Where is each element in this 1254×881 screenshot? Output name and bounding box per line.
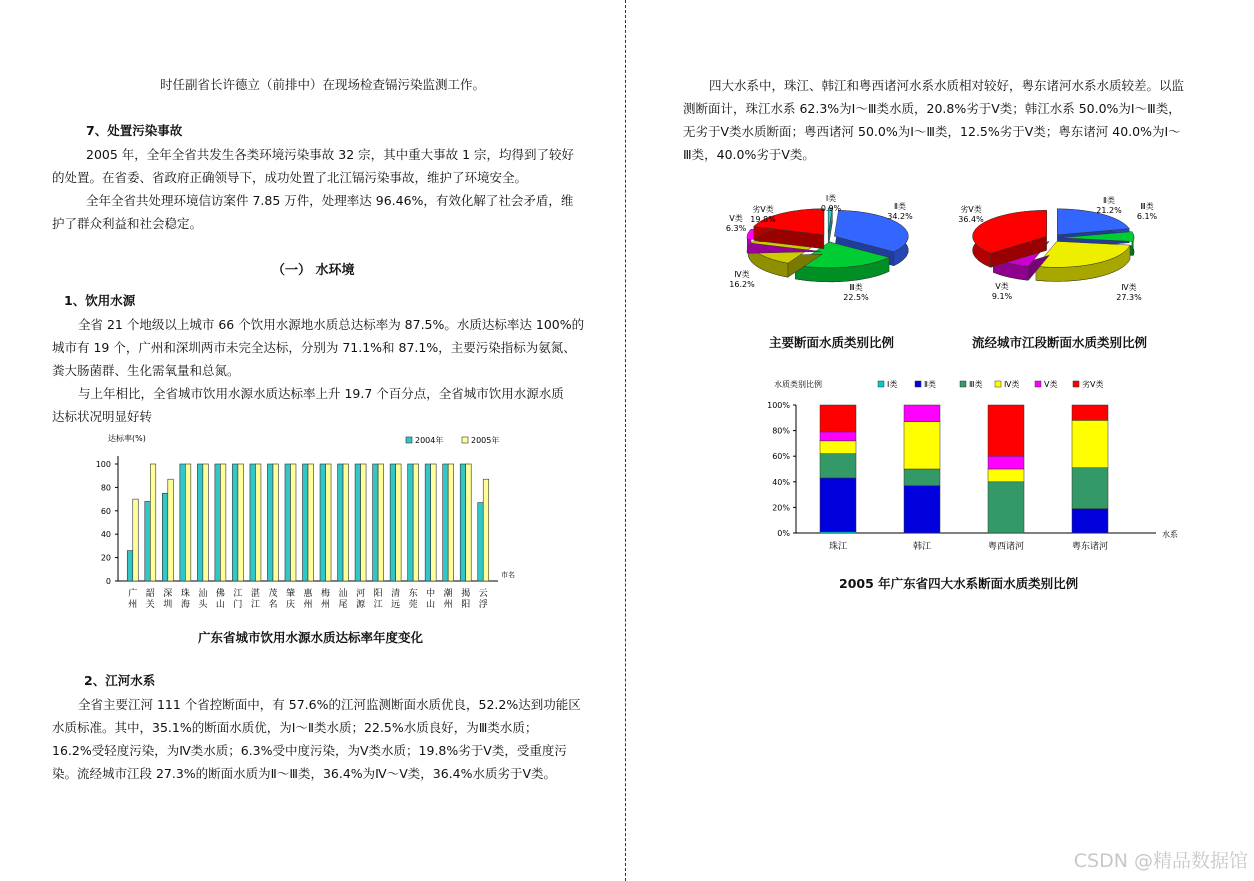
y-tick-label: 100% xyxy=(767,401,790,410)
bar xyxy=(483,479,489,581)
y-tick-label: 100 xyxy=(95,460,111,469)
x-tick-label: 山 xyxy=(426,600,436,610)
y-axis-label: 达标率(%) xyxy=(108,434,146,443)
legend-label: Ⅱ类 xyxy=(924,380,936,389)
bar xyxy=(448,464,454,581)
y-tick-label: 40% xyxy=(772,477,790,487)
y-tick-label: 0% xyxy=(777,529,790,538)
legend-swatch xyxy=(1073,381,1079,387)
x-tick-label: 惠 xyxy=(303,589,313,599)
bar xyxy=(255,464,261,581)
x-tick-label: 阳 xyxy=(461,600,471,610)
x-tick-label: 源 xyxy=(356,600,366,610)
section-heading: （一） 水环境 xyxy=(272,263,355,278)
section-1-title: 1、饮用水源 xyxy=(64,293,136,308)
main-section-pie-chart xyxy=(725,190,930,310)
stacked-segment xyxy=(904,469,940,486)
x-tick-label: 阳 xyxy=(373,589,383,599)
paragraph-line: 城市有 19 个，广州和深圳两市未完全达标，分别为 71.1%和 87.1%，主要污染指标为氨氮、 xyxy=(52,340,576,355)
pie1-caption: 主要断面水质类别比例 xyxy=(769,335,895,350)
pie-label: Ⅴ类 xyxy=(995,282,1009,291)
bar xyxy=(303,464,309,581)
bar xyxy=(338,464,344,581)
stacked-segment xyxy=(820,454,856,478)
y-tick-label: 20% xyxy=(772,503,790,513)
pie-label: Ⅲ类 xyxy=(1140,202,1154,211)
x-tick-label: 浮 xyxy=(478,600,488,610)
x-tick-label: 广 xyxy=(128,589,138,599)
bar xyxy=(443,464,449,581)
bar xyxy=(203,464,209,581)
bar xyxy=(425,464,431,581)
bar xyxy=(431,464,437,581)
bar xyxy=(232,464,238,581)
section-7-title: 7、处置污染事故 xyxy=(86,123,183,138)
bar xyxy=(460,464,466,581)
paragraph-line: 全年全省共处理环境信访案件 7.85 万件，处理率达 96.46%，有效化解了社会矛盾，维 xyxy=(86,193,574,208)
y-tick-label: 80% xyxy=(772,426,790,436)
x-tick-label: 远 xyxy=(391,600,401,610)
x-tick-label: 汕 xyxy=(338,589,348,599)
x-tick-label: 江 xyxy=(250,600,260,610)
legend-label: 2004年 xyxy=(415,436,444,445)
bar xyxy=(343,464,349,581)
bar xyxy=(220,464,226,581)
x-tick-label: 州 xyxy=(321,600,331,610)
pie-label: Ⅳ类 xyxy=(734,270,750,279)
paragraph-line: 全省主要江河 111 个省控断面中，有 57.6%的江河监测断面水质优良，52.2%达到功能区 xyxy=(78,697,581,712)
pie-value-label: 0.9% xyxy=(820,204,842,213)
pie-value-label: 6.3% xyxy=(725,224,747,233)
stacked-segment xyxy=(820,478,856,532)
pie-label: Ⅳ类 xyxy=(1121,283,1137,292)
x-tick-label: 粤东诸河 xyxy=(1071,542,1109,552)
stacked-segment xyxy=(988,405,1024,456)
y-tick-label: 40 xyxy=(100,530,111,540)
x-tick-label: 关 xyxy=(145,600,155,610)
x-tick-label: 茂 xyxy=(268,589,278,599)
x-tick-label: 州 xyxy=(303,600,313,610)
x-tick-label: 韩江 xyxy=(912,542,932,552)
x-tick-label: 清 xyxy=(391,589,401,599)
pie-label: Ⅱ类 xyxy=(1103,196,1115,205)
legend-swatch xyxy=(878,381,884,387)
paragraph-line: 无劣于Ⅴ类水质断面；粤西诸河 50.0%为Ⅰ～Ⅲ类，12.5%劣于Ⅴ类；粤东诸河 40.0%为Ⅰ～ xyxy=(683,124,1181,139)
river-system-stacked-chart xyxy=(760,372,1200,557)
section-2-title: 2、江河水系 xyxy=(84,673,156,688)
pie-label: Ⅱ类 xyxy=(894,202,906,211)
legend-swatch xyxy=(462,437,468,443)
bar xyxy=(215,464,221,581)
bar xyxy=(133,499,139,581)
pie-value-label: 27.3% xyxy=(1116,293,1142,302)
x-tick-label: 深 xyxy=(163,589,173,599)
bar xyxy=(285,464,291,581)
bar xyxy=(408,464,414,581)
x-tick-label: 珠 xyxy=(180,589,190,599)
x-axis-label: 市名 xyxy=(501,571,515,579)
page-divider xyxy=(625,0,626,881)
legend-swatch xyxy=(960,381,966,387)
bar xyxy=(390,464,396,581)
legend-label: 2005年 xyxy=(471,436,500,445)
bar xyxy=(145,501,151,581)
x-tick-label: 韶 xyxy=(145,589,155,599)
legend-label: Ⅴ类 xyxy=(1044,380,1058,389)
paragraph-line: 的处置。在省委、省政府正确领导下，成功处置了北江镉污染事故，维护了环境安全。 xyxy=(52,170,528,185)
legend-label: Ⅰ类 xyxy=(887,380,898,389)
bar xyxy=(267,464,273,581)
bar xyxy=(355,464,361,581)
x-tick-label: 揭 xyxy=(461,589,471,599)
stacked-segment xyxy=(1072,509,1108,533)
bar xyxy=(320,464,326,581)
x-tick-label: 珠江 xyxy=(828,542,848,552)
paragraph-line: 粪大肠菌群、生化需氧量和总氮。 xyxy=(52,363,240,378)
x-tick-label: 庆 xyxy=(285,600,295,610)
x-tick-label: 江 xyxy=(233,589,243,599)
x-axis-label: 水系 xyxy=(1162,530,1178,539)
bar xyxy=(185,464,191,581)
paragraph-line: 与上年相比，全省城市饮用水源水质达标率上升 19.7 个百分点，全省城市饮用水源水质 xyxy=(78,386,564,401)
legend-swatch xyxy=(406,437,412,443)
stacked-segment xyxy=(1072,405,1108,420)
legend-swatch xyxy=(915,381,921,387)
bar xyxy=(326,464,332,581)
watermark: CSDN @精品数据馆 xyxy=(1073,850,1248,872)
x-tick-label: 东 xyxy=(408,589,418,599)
x-tick-label: 州 xyxy=(443,600,453,610)
paragraph-line: 护了群众利益和社会稳定。 xyxy=(52,216,203,231)
bar xyxy=(396,464,402,581)
stacked-segment xyxy=(820,432,856,441)
x-tick-label: 河 xyxy=(356,589,366,599)
x-tick-label: 潮 xyxy=(443,589,453,599)
bar xyxy=(180,464,186,581)
bar xyxy=(478,503,484,581)
paragraph-line: 全省 21 个地级以上城市 66 个饮用水源地水质总达标率为 87.5%。水质达标率达 100%的 xyxy=(78,317,585,332)
paragraph-line: 水质标准。其中，35.1%的断面水质优，为Ⅰ～Ⅱ类水质；22.5%水质良好，为Ⅲ类水质； xyxy=(52,720,538,735)
paragraph-line: 四大水系中，珠江、韩江和粤西诸河水系水质相对较好，粤东诸河水系水质较差。以监 xyxy=(709,78,1185,93)
bar xyxy=(197,464,203,581)
pie-value-label: 34.2% xyxy=(887,212,913,221)
pie-label: 劣Ⅴ类 xyxy=(752,205,774,214)
legend-label: 劣Ⅴ类 xyxy=(1082,380,1104,389)
bar xyxy=(290,464,296,581)
y-tick-label: 0 xyxy=(105,577,111,586)
bar xyxy=(466,464,472,581)
x-tick-label: 粤西诸河 xyxy=(987,542,1025,552)
legend-label: Ⅲ类 xyxy=(969,380,983,389)
paragraph-line: Ⅲ类，40.0%劣于Ⅴ类。 xyxy=(683,147,815,162)
legend-swatch xyxy=(1035,381,1041,387)
bar xyxy=(361,464,367,581)
pie-label: 劣Ⅴ类 xyxy=(960,205,982,214)
stacked-segment xyxy=(904,486,940,533)
x-tick-label: 汕 xyxy=(198,589,208,599)
stacked-chart-caption: 2005 年广东省四大水系断面水质类别比例 xyxy=(839,576,1079,591)
x-tick-label: 云 xyxy=(478,589,488,599)
x-tick-label: 梅 xyxy=(321,589,331,599)
x-tick-label: 佛 xyxy=(215,589,225,599)
stacked-segment xyxy=(820,441,856,454)
bar xyxy=(168,479,174,581)
stacked-segment xyxy=(1072,420,1108,467)
bar xyxy=(127,551,133,581)
y-tick-label: 80 xyxy=(100,483,111,493)
bar xyxy=(250,464,256,581)
x-tick-label: 肇 xyxy=(285,589,295,599)
x-tick-label: 莞 xyxy=(408,600,418,610)
x-tick-label: 山 xyxy=(215,600,225,610)
paragraph-line: 16.2%受轻度污染，为Ⅳ类水质；6.3%受中度污染，为Ⅴ类水质；19.8%劣于Ⅴ类，受重度污 xyxy=(52,743,567,758)
bar xyxy=(238,464,244,581)
bar xyxy=(373,464,379,581)
stacked-segment xyxy=(904,405,940,422)
bar xyxy=(162,493,168,581)
pie-label: Ⅰ类 xyxy=(825,194,837,203)
x-tick-label: 州 xyxy=(128,600,138,610)
bar xyxy=(150,464,156,581)
x-tick-label: 湛 xyxy=(250,589,260,599)
paragraph-line: 2005 年，全年全省共发生各类环境污染事故 32 宗，其中重大事故 1 宗，均得到了较好 xyxy=(86,147,575,162)
y-axis-label: 水质类别比例 xyxy=(774,380,822,389)
y-tick-label: 20 xyxy=(100,553,111,563)
pie-value-label: 6.1% xyxy=(1136,212,1158,221)
x-tick-label: 圳 xyxy=(163,600,173,610)
urban-section-pie-chart xyxy=(955,190,1158,310)
pie-value-label: 36.4% xyxy=(958,215,984,224)
stacked-segment xyxy=(820,405,856,432)
legend-label: Ⅳ类 xyxy=(1004,380,1020,389)
pie-value-label: 22.5% xyxy=(843,293,869,302)
pie-label: Ⅴ类 xyxy=(729,214,743,223)
paragraph-line: 染。流经城市江段 27.3%的断面水质为Ⅱ～Ⅲ类，36.4%为Ⅳ～Ⅴ类，36.4%水质劣于Ⅴ类。 xyxy=(52,766,557,781)
pie2-caption: 流经城市江段断面水质类别比例 xyxy=(972,335,1148,350)
x-tick-label: 头 xyxy=(198,600,208,610)
y-tick-label: 60% xyxy=(772,452,790,462)
bar xyxy=(273,464,279,581)
legend-swatch xyxy=(995,381,1001,387)
stacked-segment xyxy=(904,422,940,469)
pie-value-label: 19.8% xyxy=(750,215,776,224)
x-tick-label: 中 xyxy=(426,589,436,599)
stacked-segment xyxy=(1072,468,1108,509)
x-tick-label: 江 xyxy=(373,600,383,610)
x-tick-label: 名 xyxy=(268,600,278,610)
x-tick-label: 门 xyxy=(233,600,243,610)
y-tick-label: 60 xyxy=(100,506,111,516)
paragraph-line: 测断面计，珠江水系 62.3%为Ⅰ～Ⅲ类水质，20.8%劣于Ⅴ类；韩江水系 50.0%为Ⅰ～Ⅲ类， xyxy=(683,101,1181,116)
stacked-segment xyxy=(988,456,1024,469)
pie-label: Ⅲ类 xyxy=(849,283,863,292)
x-tick-label: 海 xyxy=(180,600,190,610)
stacked-segment xyxy=(988,469,1024,482)
pie-value-label: 21.2% xyxy=(1096,206,1122,215)
drinking-water-bar-chart xyxy=(90,428,515,618)
bar xyxy=(378,464,384,581)
bar xyxy=(413,464,419,581)
pie-value-label: 9.1% xyxy=(991,292,1013,301)
x-tick-label: 尾 xyxy=(338,600,348,610)
photo-caption: 时任副省长许德立（前排中）在现场检查镉污染监测工作。 xyxy=(160,77,486,92)
bar-chart-caption: 广东省城市饮用水源水质达标率年度变化 xyxy=(198,630,424,645)
stacked-segment xyxy=(988,482,1024,533)
paragraph-line: 达标状况明显好转 xyxy=(52,409,153,424)
pie-value-label: 16.2% xyxy=(729,280,755,289)
bar xyxy=(308,464,314,581)
